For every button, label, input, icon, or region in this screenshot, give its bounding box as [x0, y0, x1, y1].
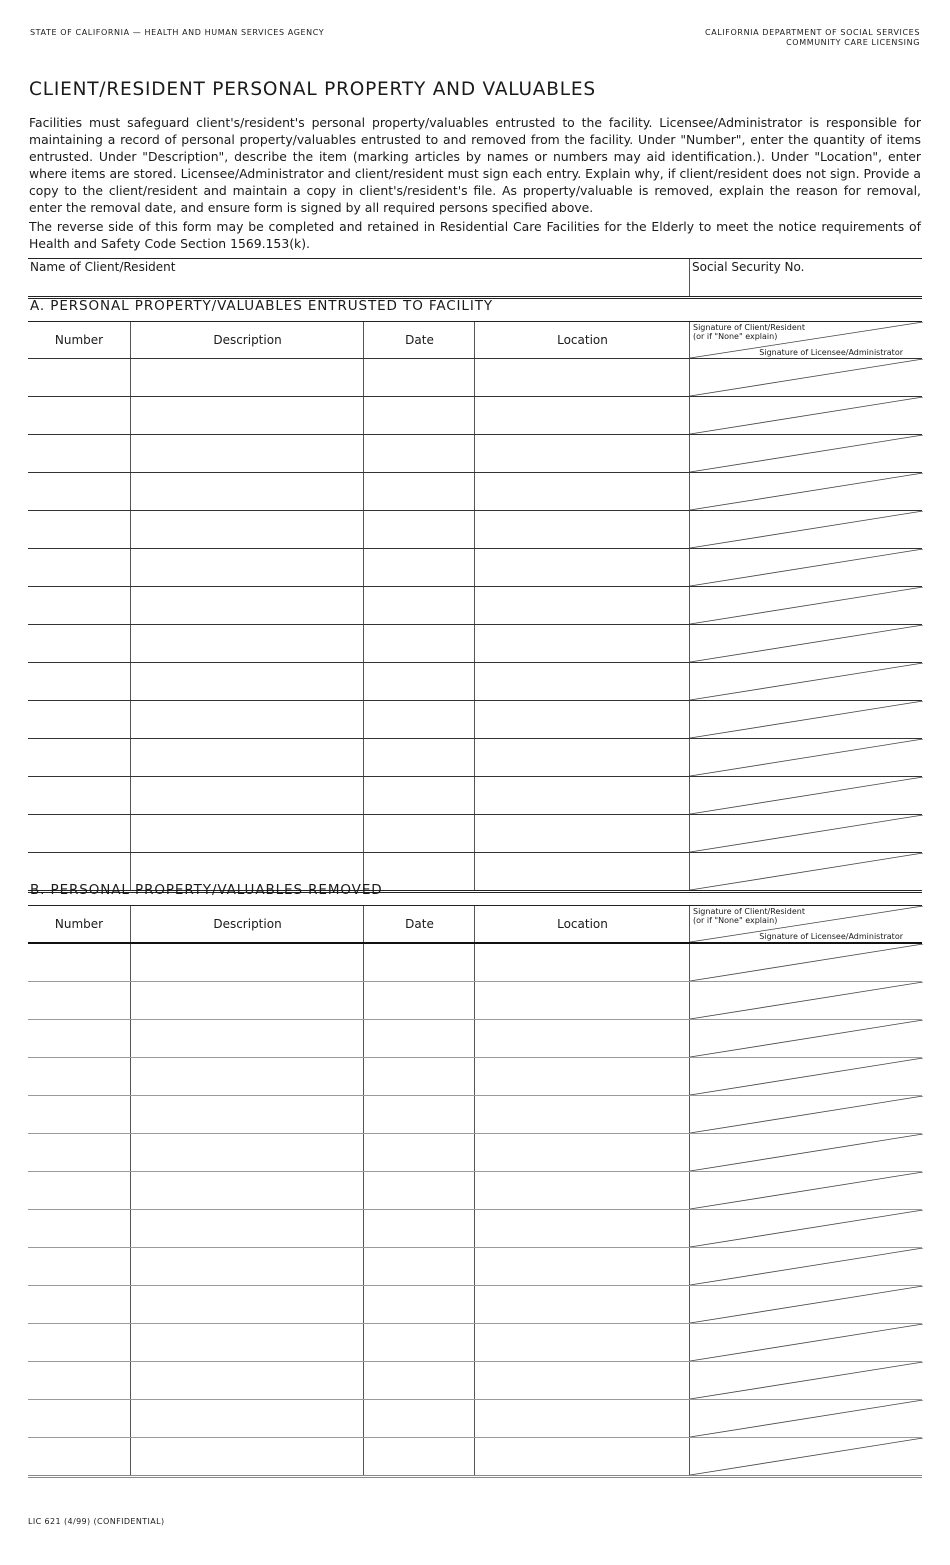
- location-field[interactable]: [474, 1210, 690, 1247]
- description-field[interactable]: [130, 777, 364, 814]
- number-field[interactable]: [28, 1058, 130, 1095]
- signature-client-title: Signature of Client/Resident: [693, 323, 805, 332]
- location-field[interactable]: [474, 549, 690, 586]
- header-date: Date: [363, 322, 475, 358]
- date-field[interactable]: [363, 1438, 475, 1475]
- ssn-field[interactable]: [690, 275, 922, 295]
- number-field[interactable]: [28, 511, 130, 548]
- signature-divider: [690, 511, 923, 548]
- location-field[interactable]: [474, 739, 690, 776]
- date-field[interactable]: [363, 1286, 475, 1323]
- date-field[interactable]: [363, 435, 475, 472]
- signature-divider: [690, 1400, 923, 1437]
- location-field[interactable]: [474, 359, 690, 396]
- location-field[interactable]: [474, 435, 690, 472]
- instructions: [29, 114, 921, 254]
- signature-divider: [690, 359, 923, 396]
- date-field[interactable]: [363, 815, 475, 852]
- signature-divider: [690, 1172, 923, 1209]
- header-description: Description: [130, 322, 364, 358]
- number-field[interactable]: [28, 701, 130, 738]
- date-field[interactable]: [363, 1210, 475, 1247]
- number-field[interactable]: [28, 663, 130, 700]
- number-field[interactable]: [28, 473, 130, 510]
- signature-divider: [690, 1248, 923, 1285]
- header-signatures: [689, 906, 923, 942]
- date-field[interactable]: [363, 1248, 475, 1285]
- description-field[interactable]: [130, 473, 364, 510]
- number-field[interactable]: [28, 777, 130, 814]
- signature-divider: [690, 853, 923, 890]
- table-row: [28, 435, 922, 473]
- description-field[interactable]: [130, 1210, 364, 1247]
- date-field[interactable]: [363, 549, 475, 586]
- date-field[interactable]: [363, 777, 475, 814]
- client-info-row: [28, 258, 922, 299]
- signature-admin-label: Signature of Licensee/Administrator: [759, 932, 903, 941]
- signature-divider: [690, 1020, 923, 1057]
- number-field[interactable]: [28, 397, 130, 434]
- instructions-paragraph-2: The reverse side of this form may be completed and retained in Residential Care Facilities for the Elderly to meet the notice requirements of Health and Safety Code Section 1569.153(k).: [29, 219, 921, 251]
- signature-divider: [690, 1134, 923, 1171]
- number-field[interactable]: [28, 1324, 130, 1361]
- number-field[interactable]: [28, 739, 130, 776]
- description-field[interactable]: [130, 587, 364, 624]
- signature-field[interactable]: [689, 739, 923, 776]
- table-row: [28, 1210, 922, 1248]
- description-field[interactable]: [130, 1362, 364, 1399]
- date-field[interactable]: [363, 1324, 475, 1361]
- location-field[interactable]: [474, 1058, 690, 1095]
- number-field[interactable]: [28, 982, 130, 1019]
- location-field[interactable]: [474, 982, 690, 1019]
- description-field[interactable]: [130, 663, 364, 700]
- signature-field[interactable]: [689, 473, 923, 510]
- location-field[interactable]: [474, 1172, 690, 1209]
- table-row: [28, 1020, 922, 1058]
- date-field[interactable]: [363, 1172, 475, 1209]
- description-field[interactable]: [130, 1400, 364, 1437]
- number-field[interactable]: [28, 587, 130, 624]
- signature-field[interactable]: [689, 1172, 923, 1209]
- description-field[interactable]: [130, 397, 364, 434]
- signature-divider: [690, 815, 923, 852]
- table-row: [28, 1286, 922, 1324]
- table-row: [28, 1172, 922, 1210]
- number-field[interactable]: [28, 359, 130, 396]
- location-field[interactable]: [474, 587, 690, 624]
- signature-field[interactable]: [689, 397, 923, 434]
- date-field[interactable]: [363, 1020, 475, 1057]
- table-row: [28, 982, 922, 1020]
- header-location: Location: [474, 322, 690, 358]
- header-signatures: [689, 322, 923, 358]
- header-location: Location: [474, 906, 690, 942]
- date-field[interactable]: [363, 1362, 475, 1399]
- description-field[interactable]: [130, 1058, 364, 1095]
- header-number: Number: [54, 333, 104, 347]
- description-field[interactable]: [130, 435, 364, 472]
- location-field[interactable]: [474, 1134, 690, 1171]
- client-name-field[interactable]: [28, 275, 688, 295]
- signature-client-title: Signature of Client/Resident: [693, 907, 805, 916]
- table-row: [28, 625, 922, 663]
- table-row: [28, 1248, 922, 1286]
- description-field[interactable]: [130, 359, 364, 396]
- number-field[interactable]: [28, 1362, 130, 1399]
- signature-client-note: (or if "None" explain): [693, 332, 778, 341]
- signature-divider: [690, 1324, 923, 1361]
- date-field[interactable]: [363, 663, 475, 700]
- description-field[interactable]: [130, 1172, 364, 1209]
- number-field[interactable]: [28, 625, 130, 662]
- signature-divider: [690, 1210, 923, 1247]
- location-field[interactable]: [474, 1362, 690, 1399]
- table-row: [28, 944, 922, 982]
- signature-divider: [690, 1362, 923, 1399]
- location-field[interactable]: [474, 1438, 690, 1475]
- number-field[interactable]: [28, 1096, 130, 1133]
- number-field[interactable]: [28, 435, 130, 472]
- header-number: Number: [54, 917, 104, 931]
- signature-field[interactable]: [689, 1286, 923, 1323]
- description-field[interactable]: [130, 549, 364, 586]
- description-field[interactable]: [130, 1134, 364, 1171]
- date-field[interactable]: [363, 511, 475, 548]
- signature-divider: [690, 435, 923, 472]
- section-a-title: A. PERSONAL PROPERTY/VALUABLES ENTRUSTED TO FACILITY: [30, 298, 494, 314]
- location-field[interactable]: [474, 473, 690, 510]
- table-row: [28, 587, 922, 625]
- date-field[interactable]: [363, 587, 475, 624]
- table-row: [28, 1134, 922, 1172]
- table-row: [28, 511, 922, 549]
- date-field[interactable]: [363, 1096, 475, 1133]
- agency-header-left: STATE OF CALIFORNIA — HEALTH AND HUMAN SERVICES AGENCY: [30, 28, 325, 37]
- signature-field[interactable]: [689, 853, 923, 890]
- description-field[interactable]: [130, 1096, 364, 1133]
- description-field[interactable]: [130, 944, 364, 981]
- signature-divider: [690, 587, 923, 624]
- section-b-title: B. PERSONAL PROPERTY/VALUABLES REMOVED: [30, 882, 383, 898]
- table-row: [28, 473, 922, 511]
- location-field[interactable]: [474, 1248, 690, 1285]
- signature-field[interactable]: [689, 1134, 923, 1171]
- table-row: [28, 701, 922, 739]
- signature-field[interactable]: [689, 944, 923, 981]
- signature-field[interactable]: [689, 625, 923, 662]
- signature-field[interactable]: [689, 1020, 923, 1057]
- location-field[interactable]: [474, 663, 690, 700]
- location-field[interactable]: [474, 625, 690, 662]
- instructions-paragraph-1: Facilities must safeguard client's/resident's personal property/valuables entrusted to the facility. Licensee/Administrator is responsible for maintaining a record of personal property/valuables entrusted to and removed from the facility. Under "Number", enter the quantity of items entrusted. Under "Description", describe the item (marking articles by names or numbers may aid identification.). Under "Location", enter where items are stored. Licensee/Administrator and client/resident must sign each entry. Explain why, if client/resident does not sign. Provide a copy to the client/resident and maintain a copy in client's/resident's file. As property/valuable is removed, explain the reason for removal, enter the removal date, and ensure form is signed by all required persons specified above.: [29, 115, 921, 215]
- date-field[interactable]: [363, 1134, 475, 1171]
- number-field[interactable]: [28, 1286, 130, 1323]
- signature-divider: [690, 739, 923, 776]
- table-row: [28, 777, 922, 815]
- table-header: [28, 906, 922, 944]
- signature-field[interactable]: [689, 777, 923, 814]
- signature-field[interactable]: [689, 1210, 923, 1247]
- description-field[interactable]: [130, 815, 364, 852]
- date-field[interactable]: [363, 944, 475, 981]
- date-field[interactable]: [363, 359, 475, 396]
- number-field[interactable]: [28, 1172, 130, 1209]
- form-number: LIC 621 (4/99) (CONFIDENTIAL): [28, 1517, 165, 1526]
- table-row: [28, 359, 922, 397]
- removed-items-table: [28, 905, 922, 1478]
- location-field[interactable]: [474, 815, 690, 852]
- description-field[interactable]: [130, 625, 364, 662]
- table-header: [28, 322, 922, 359]
- location-field[interactable]: [474, 1324, 690, 1361]
- location-field[interactable]: [474, 777, 690, 814]
- date-field[interactable]: [363, 1058, 475, 1095]
- signature-client-label: [693, 907, 805, 925]
- signature-field[interactable]: [689, 511, 923, 548]
- table-row: [28, 549, 922, 587]
- description-field[interactable]: [130, 739, 364, 776]
- location-field[interactable]: [474, 944, 690, 981]
- description-field[interactable]: [130, 1248, 364, 1285]
- description-field[interactable]: [130, 511, 364, 548]
- description-field[interactable]: [130, 701, 364, 738]
- signature-field[interactable]: [689, 701, 923, 738]
- ssn-cell: [689, 259, 923, 296]
- number-field[interactable]: [28, 1248, 130, 1285]
- signature-divider: [690, 701, 923, 738]
- description-field[interactable]: [130, 1438, 364, 1475]
- description-field[interactable]: [130, 1324, 364, 1361]
- location-field[interactable]: [474, 1020, 690, 1057]
- signature-divider: [690, 397, 923, 434]
- signature-divider: [690, 1096, 923, 1133]
- number-field[interactable]: [28, 1400, 130, 1437]
- number-field[interactable]: [28, 1438, 130, 1475]
- signature-client-label: [693, 323, 805, 341]
- signature-field[interactable]: [689, 1248, 923, 1285]
- location-field[interactable]: [474, 1286, 690, 1323]
- date-field[interactable]: [363, 701, 475, 738]
- location-field[interactable]: [474, 511, 690, 548]
- number-field[interactable]: [28, 1210, 130, 1247]
- signature-field[interactable]: [689, 587, 923, 624]
- signature-admin-label: Signature of Licensee/Administrator: [759, 348, 903, 357]
- date-field[interactable]: [363, 397, 475, 434]
- date-field[interactable]: [363, 625, 475, 662]
- date-field[interactable]: [363, 982, 475, 1019]
- signature-field[interactable]: [689, 1362, 923, 1399]
- signature-field[interactable]: [689, 663, 923, 700]
- signature-field[interactable]: [689, 982, 923, 1019]
- entrusted-items-table: [28, 321, 922, 893]
- signature-divider: [690, 663, 923, 700]
- signature-divider: [690, 944, 923, 981]
- table-row: [28, 397, 922, 435]
- date-field[interactable]: [363, 739, 475, 776]
- number-field[interactable]: [28, 944, 130, 981]
- signature-field[interactable]: [689, 1096, 923, 1133]
- header-date: Date: [363, 906, 475, 942]
- table-row: [28, 815, 922, 853]
- table-row: [28, 663, 922, 701]
- agency-division: COMMUNITY CARE LICENSING: [786, 38, 920, 47]
- number-field[interactable]: [28, 815, 130, 852]
- location-field[interactable]: [474, 1096, 690, 1133]
- location-field[interactable]: [474, 1400, 690, 1437]
- signature-field[interactable]: [689, 1400, 923, 1437]
- location-field[interactable]: [474, 701, 690, 738]
- form-title: CLIENT/RESIDENT PERSONAL PROPERTY AND VALUABLES: [29, 79, 596, 100]
- description-field[interactable]: [130, 1286, 364, 1323]
- number-field[interactable]: [28, 1134, 130, 1171]
- signature-divider: [690, 1438, 923, 1475]
- signature-field[interactable]: [689, 549, 923, 586]
- signature-field[interactable]: [689, 1324, 923, 1361]
- table-row: [28, 1058, 922, 1096]
- date-field[interactable]: [363, 1400, 475, 1437]
- header-description: Description: [130, 906, 364, 942]
- number-field[interactable]: [28, 549, 130, 586]
- number-field[interactable]: [28, 1020, 130, 1057]
- client-name-label: Name of Client/Resident: [30, 260, 176, 274]
- description-field[interactable]: [130, 1020, 364, 1057]
- table-row: [28, 1400, 922, 1438]
- signature-divider: [690, 625, 923, 662]
- signature-divider: [690, 549, 923, 586]
- location-field[interactable]: [474, 853, 690, 890]
- signature-field[interactable]: [689, 1438, 923, 1475]
- signature-divider: [690, 473, 923, 510]
- table-row: [28, 1438, 922, 1478]
- ssn-label: Social Security No.: [692, 260, 805, 274]
- signature-divider: [690, 1058, 923, 1095]
- signature-divider: [690, 1286, 923, 1323]
- signature-divider: [690, 982, 923, 1019]
- signature-field[interactable]: [689, 815, 923, 852]
- signature-divider: [690, 777, 923, 814]
- signature-field[interactable]: [689, 359, 923, 396]
- table-row: [28, 739, 922, 777]
- table-row: [28, 1096, 922, 1134]
- table-row: [28, 1362, 922, 1400]
- signature-client-note: (or if "None" explain): [693, 916, 778, 925]
- location-field[interactable]: [474, 397, 690, 434]
- date-field[interactable]: [363, 473, 475, 510]
- agency-header-right: [705, 28, 920, 48]
- signature-field[interactable]: [689, 1058, 923, 1095]
- signature-field[interactable]: [689, 435, 923, 472]
- agency-department: CALIFORNIA DEPARTMENT OF SOCIAL SERVICES: [705, 28, 920, 37]
- table-row: [28, 1324, 922, 1362]
- description-field[interactable]: [130, 982, 364, 1019]
